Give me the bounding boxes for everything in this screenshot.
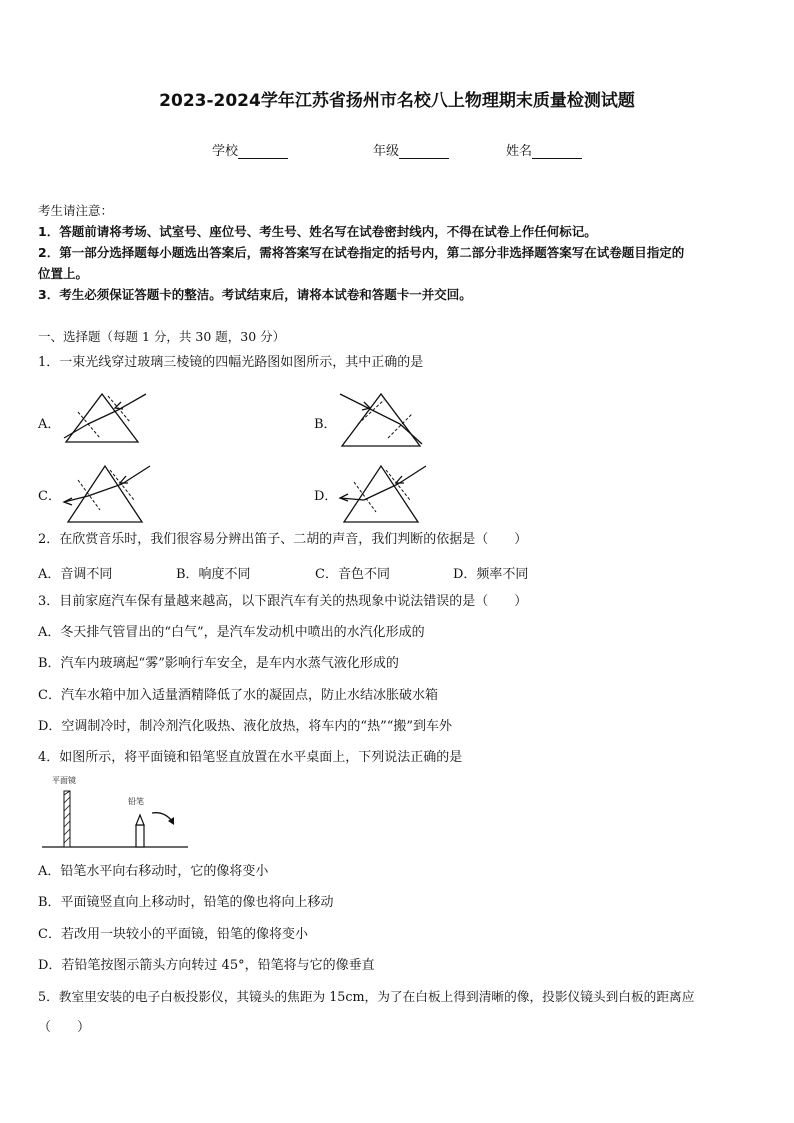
q1-stem: 1．一束光线穿过玻璃三棱镜的四幅光路图如图所示，其中正确的是 (38, 355, 424, 370)
name-label: 姓名 (506, 144, 533, 159)
q3-option-c[interactable]: C．汽车水箱中加入适量酒精降低了水的凝固点，防止水结冰胀破水箱 (38, 688, 438, 703)
pencil-label: 铅笔 (128, 797, 144, 806)
q4-stem: 4．如图所示，将平面镜和铅笔竖直放置在水平桌面上，下列说法正确的是 (38, 750, 463, 765)
q2-option-c[interactable]: C．音色不同 (315, 567, 390, 582)
q3-option-d[interactable]: D．空调制冷时，制冷剂汽化吸热、液化放热，将车内的“热”“搬”到车外 (38, 719, 453, 734)
q1-option-a-label[interactable]: A． (38, 417, 61, 432)
q3-option-a[interactable]: A．冬天排气管冒出的“白气”，是汽车发动机中喷出的水汽化形成的 (38, 625, 425, 640)
notice-item-1: 1．答题前请将考场、试室号、座位号、考生号、姓名写在试卷密封线内，不得在试卷上作任何标记。 (38, 224, 597, 239)
q2-option-d[interactable]: D．频率不同 (453, 567, 529, 582)
q1-diagram-c (60, 460, 155, 526)
q4-diagram (40, 785, 190, 853)
q2-option-a[interactable]: A．音调不同 (38, 567, 113, 582)
school-blank[interactable] (238, 146, 288, 159)
section-heading: 一、选择题（每题 1 分，共 30 题，30 分） (38, 329, 286, 344)
school-field (212, 140, 288, 159)
q1-option-d-label[interactable]: D． (314, 489, 338, 504)
notice-item-2: 2．第一部分选择题每小题选出答案后，需将答案写在试卷指定的括号内，第二部分非选择题答案写在试卷题目指定的 (38, 245, 685, 260)
q4-option-a[interactable]: A．铅笔水平向右移动时，它的像将变小 (38, 864, 269, 879)
q4-option-c[interactable]: C．若改用一块较小的平面镜，铅笔的像将变小 (38, 927, 308, 942)
notice-item-3: 3．考生必须保证答题卡的整洁。考试结束后，请将本试卷和答题卡一并交回。 (38, 287, 472, 302)
q4-option-d[interactable]: D．若铅笔按图示箭头方向转过 45°，铅笔将与它的像垂直 (38, 958, 375, 973)
name-blank[interactable] (532, 146, 582, 159)
mirror-label: 平面镜 (52, 776, 76, 785)
q3-option-b[interactable]: B．汽车内玻璃起“雾”影响行车安全，是车内水蒸气液化形成的 (38, 656, 399, 671)
q5-answer-paren: （ ） (38, 1020, 91, 1035)
q1-option-c-label[interactable]: C． (38, 489, 61, 504)
grade-label: 年级 (373, 144, 400, 159)
grade-blank[interactable] (399, 146, 449, 159)
q5-stem: 5．教室里安装的电子白板投影仪，其镜头的焦距为 15cm，为了在白板上得到清晰的像，投影仪镜头到白板的距离应 (38, 989, 695, 1004)
notice-item-2-cont: 位置上。 (38, 266, 89, 281)
q3-stem: 3．目前家庭汽车保有量越来越高，以下跟汽车有关的热现象中说法错误的是（ ） (38, 594, 528, 609)
notice-heading: 考生请注意： (38, 203, 114, 218)
name-field (506, 140, 582, 159)
q1-diagram-d (336, 460, 431, 526)
school-label: 学校 (212, 144, 239, 159)
page-title: 2023-2024学年江苏省扬州市名校八上物理期末质量检测试题 (159, 91, 635, 111)
q4-option-b[interactable]: B．平面镜竖直向上移动时，铅笔的像也将向上移动 (38, 895, 334, 910)
q1-diagram-a (60, 388, 150, 448)
q1-option-b-label[interactable]: B． (314, 417, 337, 432)
q1-diagram-b (336, 388, 426, 448)
q2-option-b[interactable]: B．响度不同 (176, 567, 251, 582)
grade-field (373, 140, 449, 159)
q2-stem: 2．在欣赏音乐时，我们很容易分辨出笛子、二胡的声音，我们判断的依据是（ ） (38, 532, 528, 547)
